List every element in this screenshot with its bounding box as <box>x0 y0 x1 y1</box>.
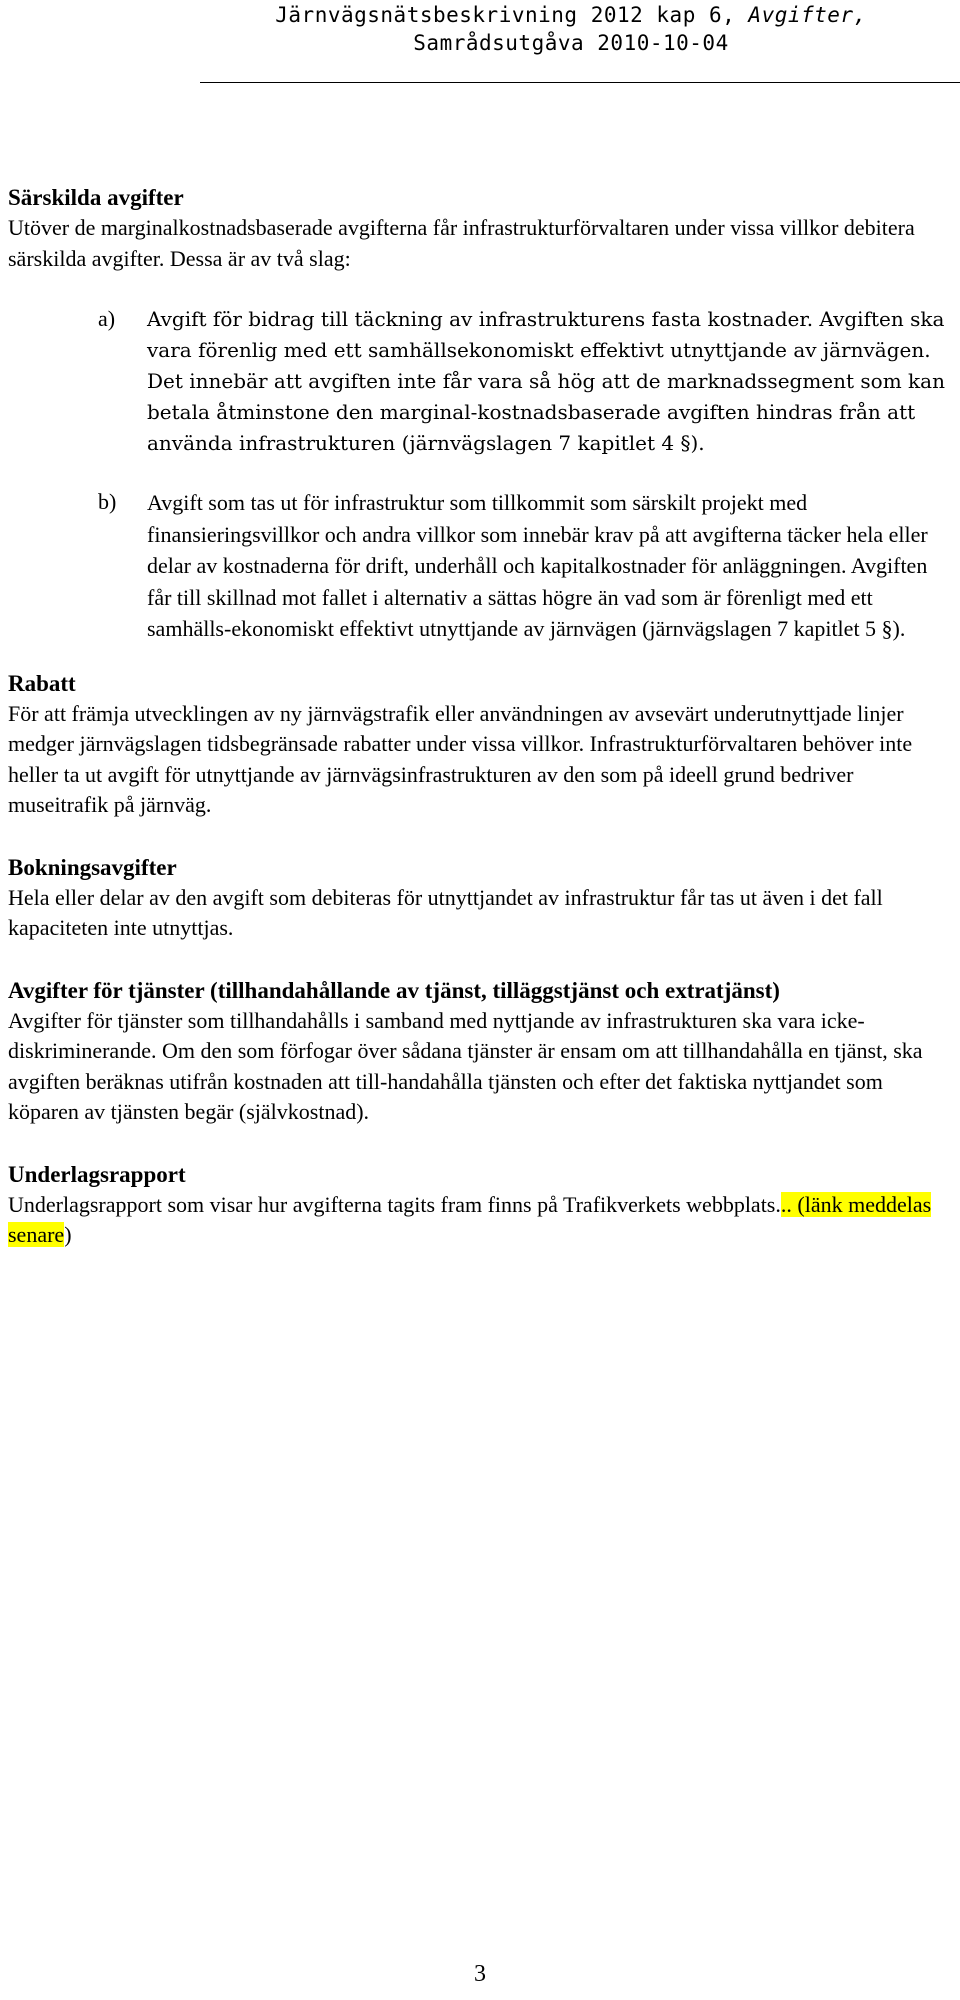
page-number: 3 <box>474 1961 486 1987</box>
header-title-chapter: Avgifter, <box>748 3 867 27</box>
page-header <box>0 0 960 84</box>
fee-type-list <box>98 304 956 645</box>
section-text-bokning: Hela eller delar av den avgift som debiteras för utnyttjandet av infrastruktur får tas ut även i det fall kapaciteten inte utnyttjas. <box>8 884 883 940</box>
list-item <box>98 487 956 645</box>
section-title-underlag: Underlagsrapport <box>8 1161 186 1187</box>
list-marker: b) <box>98 489 117 514</box>
section-text-tjanster: Avgifter för tjänster som tillhandahålls i samband med nyttjande av infrastrukturen ska vara icke-diskriminerande. Om den som förfogar över sådana tjänster är ensam om att tillhandahålla en tjänst, ska avgiften beräknas utifrån kostnaden att till-handahålla tjänsten och efter det faktiska nyttjandet som köparen av tjänsten begär (självkostnad). <box>8 1007 923 1124</box>
section-title-bokning: Bokningsavgifter <box>8 854 177 880</box>
document-body <box>8 183 956 1251</box>
list-item-text-a-part1: Avgift för bidrag till täckning av infrastrukturens fasta kostnader. Avgiften ska vara förenlig med ett samhällsekonomiskt effektivt utnyttjande av järnvägen. <box>147 307 945 362</box>
underlag-closing-paren: ) <box>64 1222 72 1247</box>
list-item-text-b: Avgift som tas ut för infrastruktur som tillkommit som särskilt projekt med finansieringsvillkor och andra villkor som innebär krav på att avgifterna täcker hela eller delar av kostnaderna för drift, underhåll och kapitalkostnader för anläggningen. Avgiften får till skillnad mot fallet i alternativ a sättas högre än vad som är förenligt med ett samhälls-ekonomiskt effektivt utnyttjande av järnvägen (järnvägslagen 7 kapitlet 5 §). <box>147 490 928 641</box>
section-title-rabatt: Rabatt <box>8 670 76 696</box>
header-title-text: Järnvägsnätsbeskrivning 2012 kap 6, <box>275 3 749 27</box>
section-text-sarskilda: Utöver de marginalkostnadsbaserade avgifterna får infrastrukturförvaltaren under vissa villkor debitera särskilda avgifter. Dessa är av två slag: <box>8 215 915 271</box>
list-item-text-a-part2: Det innebär att avgiften inte får vara så hög att de marknadssegment som kan betala åtminstone den marginal-kostnadsbaserade avgiften hindras från att använda infrastrukturen (järnvägslagen 7 kapitlet 4 §). <box>147 369 945 455</box>
section-title-sarskilda: Särskilda avgifter <box>8 185 184 210</box>
list-item <box>98 304 956 459</box>
header-document-date: Samrådsutgåva 2010-10-04 <box>413 31 729 55</box>
header-document-title <box>200 1 942 29</box>
highlighted-link-note: .. (länk meddelas senare <box>8 1191 932 1247</box>
section-text-rabatt: För att främja utvecklingen av ny järnvägstrafik eller användningen av avsevärt underutnyttjade linjer medger järnvägslagen tidsbegränsade rabatter under vissa villkor. Infrastrukturförvaltaren behöver inte heller ta ut avgift för utnyttjande av järnvägsinfrastrukturen av den som på ideell grund bedriver museitrafik på järnväg. <box>8 700 913 817</box>
section-title-tjanster: Avgifter för tjänster (tillhandahållande av tjänst, tilläggstjänst och extratjänst) <box>8 977 780 1003</box>
list-marker: a) <box>98 306 116 331</box>
section-text-underlag <box>8 1190 956 1251</box>
header-divider <box>200 82 960 83</box>
underlag-text: Underlagsrapport som visar hur avgifterna tagits fram finns på Trafikverkets webbplats. <box>8 1191 781 1217</box>
